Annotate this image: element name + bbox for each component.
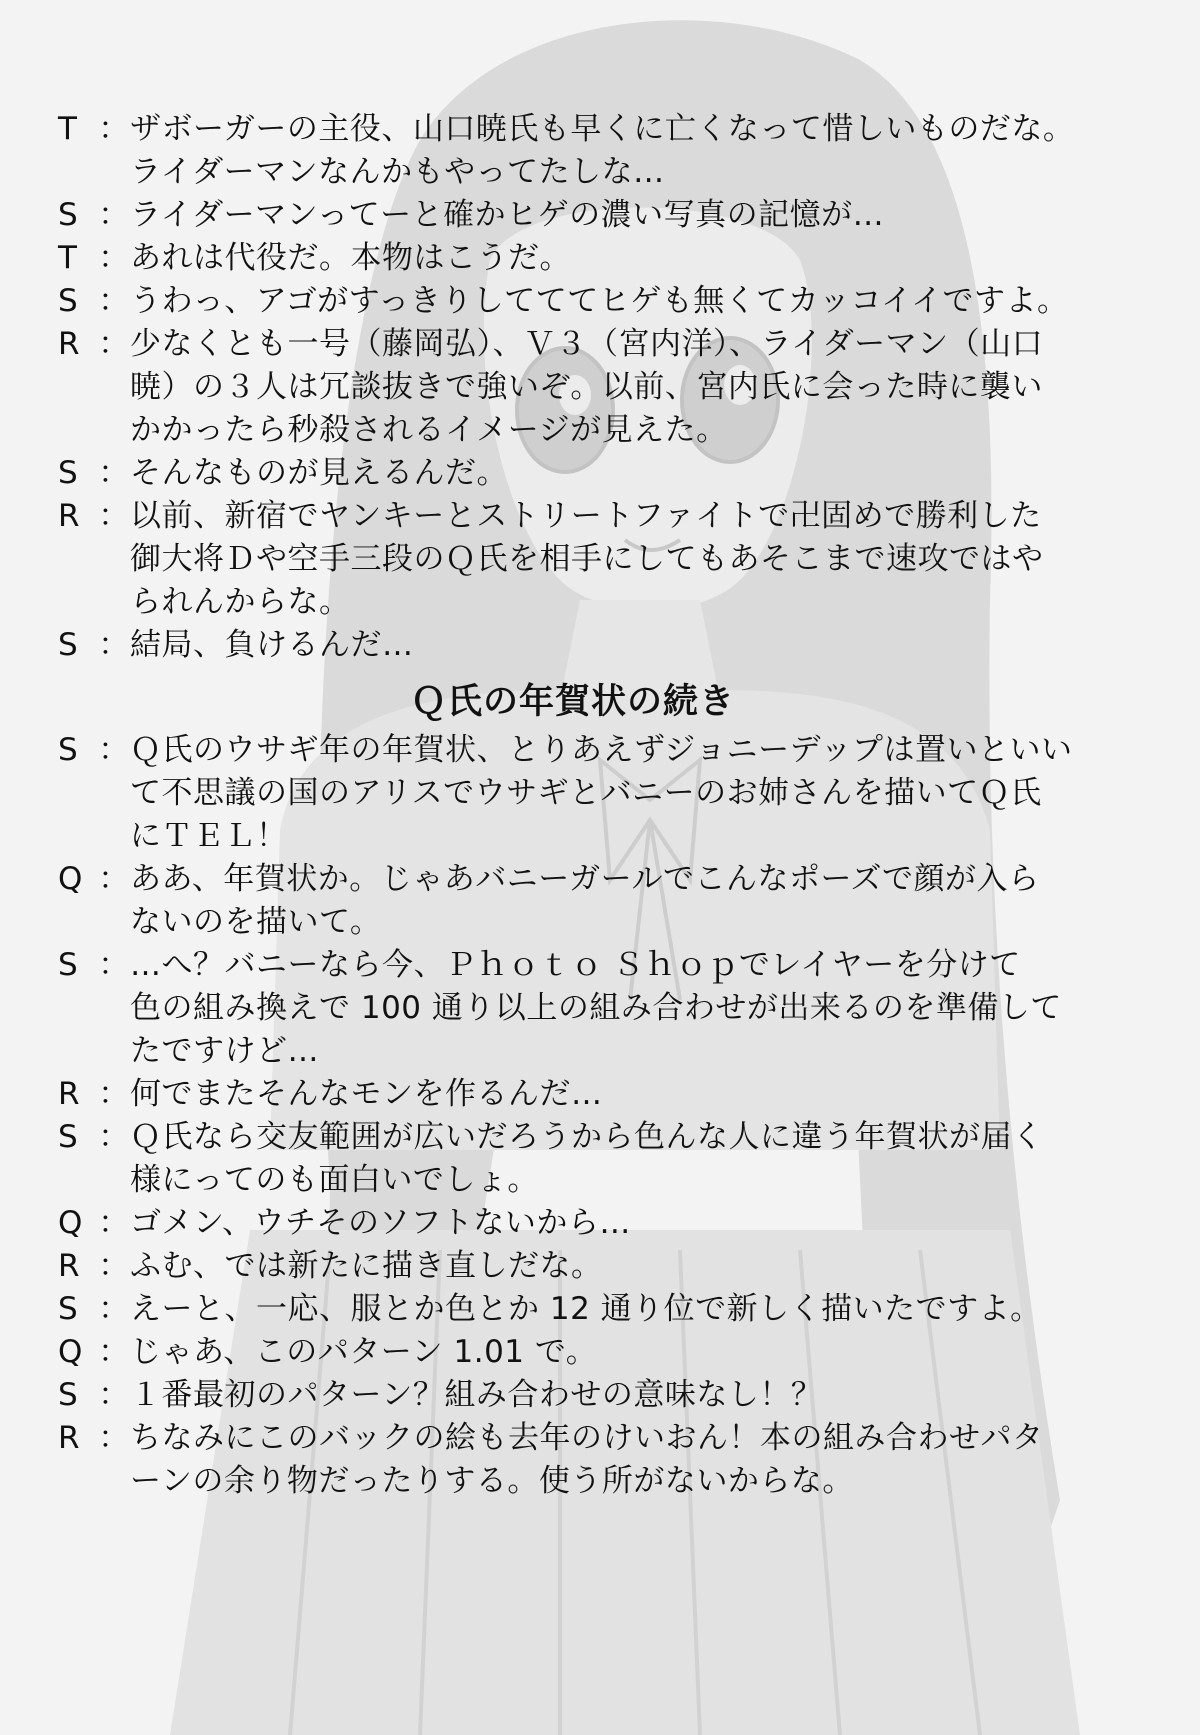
dialogue-text: かかったら秒殺されるイメージが見えた。 <box>130 412 728 448</box>
dialogue-entry <box>58 1245 1138 1288</box>
dialogue-text: えーと、一応、服とか色とか 12 通り位で新しく描いたですよ。 <box>130 1291 1042 1327</box>
dialogue-page <box>58 108 1138 1503</box>
speaker-label: S <box>58 283 79 319</box>
speaker-label: R <box>58 498 81 534</box>
colon: ： <box>98 1076 130 1112</box>
dialogue-section-1 <box>58 108 1138 667</box>
dialogue-line <box>58 1331 1138 1374</box>
colon: ： <box>98 326 130 362</box>
dialogue-entry <box>58 944 1138 1073</box>
colon: ： <box>98 498 130 534</box>
speaker-label: S <box>58 627 79 663</box>
speaker-label: S <box>58 1119 79 1155</box>
speaker-label: T <box>58 240 78 276</box>
dialogue-line <box>58 901 1138 944</box>
dialogue-entry <box>58 624 1138 667</box>
dialogue-text: 色の組み換えで 100 通り以上の組み合わせが出来るのを準備して <box>130 990 1062 1026</box>
dialogue-text: じゃあ、このパターン 1.01 で。 <box>130 1334 598 1370</box>
dialogue-text: 少なくとも一号（藤岡弘）、Ｖ３（宮内洋）、ライダーマン（山口 <box>130 326 1044 362</box>
section-heading: Ｑ氏の年賀状の続き <box>410 682 735 722</box>
dialogue-line <box>58 987 1138 1030</box>
dialogue-line <box>58 194 1138 237</box>
dialogue-entry <box>58 1374 1138 1417</box>
dialogue-entry <box>58 858 1138 944</box>
dialogue-line <box>58 366 1138 409</box>
dialogue-text: 以前、新宿でヤンキーとストリートファイトで卍固めで勝利した <box>130 498 1042 534</box>
dialogue-text: 御大将Ｄや空手三段のＱ氏を相手にしてもあそこまで速攻ではや <box>130 541 1044 577</box>
speaker-label: S <box>58 197 79 233</box>
dialogue-line <box>58 624 1138 667</box>
dialogue-text: たですけど… <box>130 1033 319 1069</box>
dialogue-text: ゴメン、ウチそのソフトないから… <box>130 1205 631 1241</box>
dialogue-text: られんからな。 <box>130 584 351 620</box>
dialogue-line <box>58 1073 1138 1116</box>
speaker-label: Q <box>58 1205 83 1241</box>
colon: ： <box>98 1420 130 1456</box>
speaker-label: Q <box>58 1334 83 1370</box>
colon: ： <box>98 1119 130 1155</box>
colon: ： <box>98 1291 130 1327</box>
dialogue-text: にＴＥＬ！ <box>130 818 288 854</box>
dialogue-entry <box>58 495 1138 624</box>
dialogue-entry <box>58 194 1138 237</box>
dialogue-line <box>58 944 1138 987</box>
dialogue-entry <box>58 1288 1138 1331</box>
dialogue-entry <box>58 729 1138 858</box>
dialogue-line <box>58 538 1138 581</box>
dialogue-text: て不思議の国のアリスでウサギとバニーのお姉さんを描いてＱ氏 <box>130 775 1042 811</box>
dialogue-line <box>58 1374 1138 1417</box>
speaker-label: R <box>58 1076 81 1112</box>
dialogue-line <box>58 1159 1138 1202</box>
dialogue-line <box>58 815 1138 858</box>
dialogue-text: …へ？バニーなら今、Ｐｈｏｔｏ Ｓｈｏｐでレイヤーを分けて <box>130 947 1021 983</box>
dialogue-text: ーンの余り物だったりする。使う所がないからな。 <box>130 1463 854 1499</box>
dialogue-text: うわっ、アゴがすっきりしてててヒゲも無くてカッコイイですよ。 <box>130 283 1069 319</box>
speaker-label: R <box>58 1420 81 1456</box>
dialogue-line <box>58 729 1138 772</box>
colon: ： <box>98 1334 130 1370</box>
colon: ： <box>98 861 130 897</box>
colon: ： <box>98 947 130 983</box>
dialogue-line <box>58 323 1138 366</box>
speaker-label: S <box>58 1377 79 1413</box>
dialogue-line <box>58 452 1138 495</box>
dialogue-text: 何でまたそんなモンを作るんだ… <box>130 1076 603 1112</box>
dialogue-line <box>58 1417 1138 1460</box>
dialogue-text: ああ、年賀状か。じゃあバニーガールでこんなポーズで顔が入ら <box>130 861 1040 897</box>
dialogue-text: ちなみにこのバックの絵も去年のけいおん！本の組み合わせパタ <box>130 1420 1044 1456</box>
dialogue-section-2 <box>58 729 1138 1503</box>
colon: ： <box>98 1248 130 1284</box>
dialogue-line <box>58 1245 1138 1288</box>
dialogue-line <box>58 495 1138 538</box>
colon: ： <box>98 197 130 233</box>
dialogue-text: 暁）の３人は冗談抜きで強いぞ。以前、宮内氏に会った時に襲い <box>130 369 1043 405</box>
dialogue-entry <box>58 1417 1138 1503</box>
dialogue-text: ザボーガーの主役、山口暁氏も早くに亡くなって惜しいものだな。 <box>130 111 1075 147</box>
colon: ： <box>98 1205 130 1241</box>
colon: ： <box>98 111 130 147</box>
dialogue-entry <box>58 1202 1138 1245</box>
dialogue-entry <box>58 452 1138 495</box>
speaker-label: S <box>58 1291 79 1327</box>
dialogue-entry <box>58 237 1138 280</box>
colon: ： <box>98 240 130 276</box>
speaker-label: Q <box>58 861 83 897</box>
colon: ： <box>98 1377 130 1413</box>
colon: ： <box>98 455 130 491</box>
dialogue-line <box>58 1202 1138 1245</box>
dialogue-text: ふむ、では新たに描き直しだな。 <box>130 1248 603 1284</box>
speaker-label: T <box>58 111 78 147</box>
dialogue-text: そんなものが見えるんだ。 <box>130 455 508 491</box>
dialogue-text: ライダーマンなんかもやってたしな… <box>130 154 665 190</box>
dialogue-text: 様にってのも面白いでしょ。 <box>130 1162 539 1198</box>
dialogue-text: Ｑ氏なら交友範囲が広いだろうから色んな人に違う年賀状が届く <box>130 1119 1044 1155</box>
speaker-label: R <box>58 326 81 362</box>
dialogue-entry <box>58 1073 1138 1116</box>
dialogue-entry <box>58 280 1138 323</box>
dialogue-line <box>58 581 1138 624</box>
colon: ： <box>98 732 130 768</box>
colon: ： <box>98 627 130 663</box>
dialogue-line <box>58 1460 1138 1503</box>
dialogue-entry <box>58 1116 1138 1202</box>
dialogue-text: ライダーマンってーと確かヒゲの濃い写真の記憶が… <box>130 197 885 233</box>
dialogue-text: １番最初のパターン？組み合わせの意味なし！？ <box>130 1377 823 1413</box>
dialogue-line <box>58 1116 1138 1159</box>
dialogue-line <box>58 772 1138 815</box>
dialogue-text: Ｑ氏のウサギ年の年賀状、とりあえずジョニーデップは置いといい <box>130 732 1073 768</box>
dialogue-line <box>58 1030 1138 1073</box>
dialogue-line <box>58 151 1138 194</box>
speaker-label: S <box>58 732 79 768</box>
dialogue-line <box>58 237 1138 280</box>
dialogue-text: 結局、負けるんだ… <box>130 627 414 663</box>
colon: ： <box>98 283 130 319</box>
dialogue-text: あれは代役だ。本物はこうだ。 <box>130 240 571 276</box>
speaker-label: S <box>58 947 79 983</box>
speaker-label: R <box>58 1248 81 1284</box>
speaker-label: S <box>58 455 79 491</box>
dialogue-text: ないのを描いて。 <box>130 904 382 940</box>
dialogue-entry <box>58 108 1138 194</box>
dialogue-line <box>58 1288 1138 1331</box>
dialogue-line <box>58 280 1138 323</box>
dialogue-line <box>58 108 1138 151</box>
dialogue-line <box>58 858 1138 901</box>
dialogue-entry <box>58 1331 1138 1374</box>
dialogue-line <box>58 409 1138 452</box>
dialogue-entry <box>58 323 1138 452</box>
